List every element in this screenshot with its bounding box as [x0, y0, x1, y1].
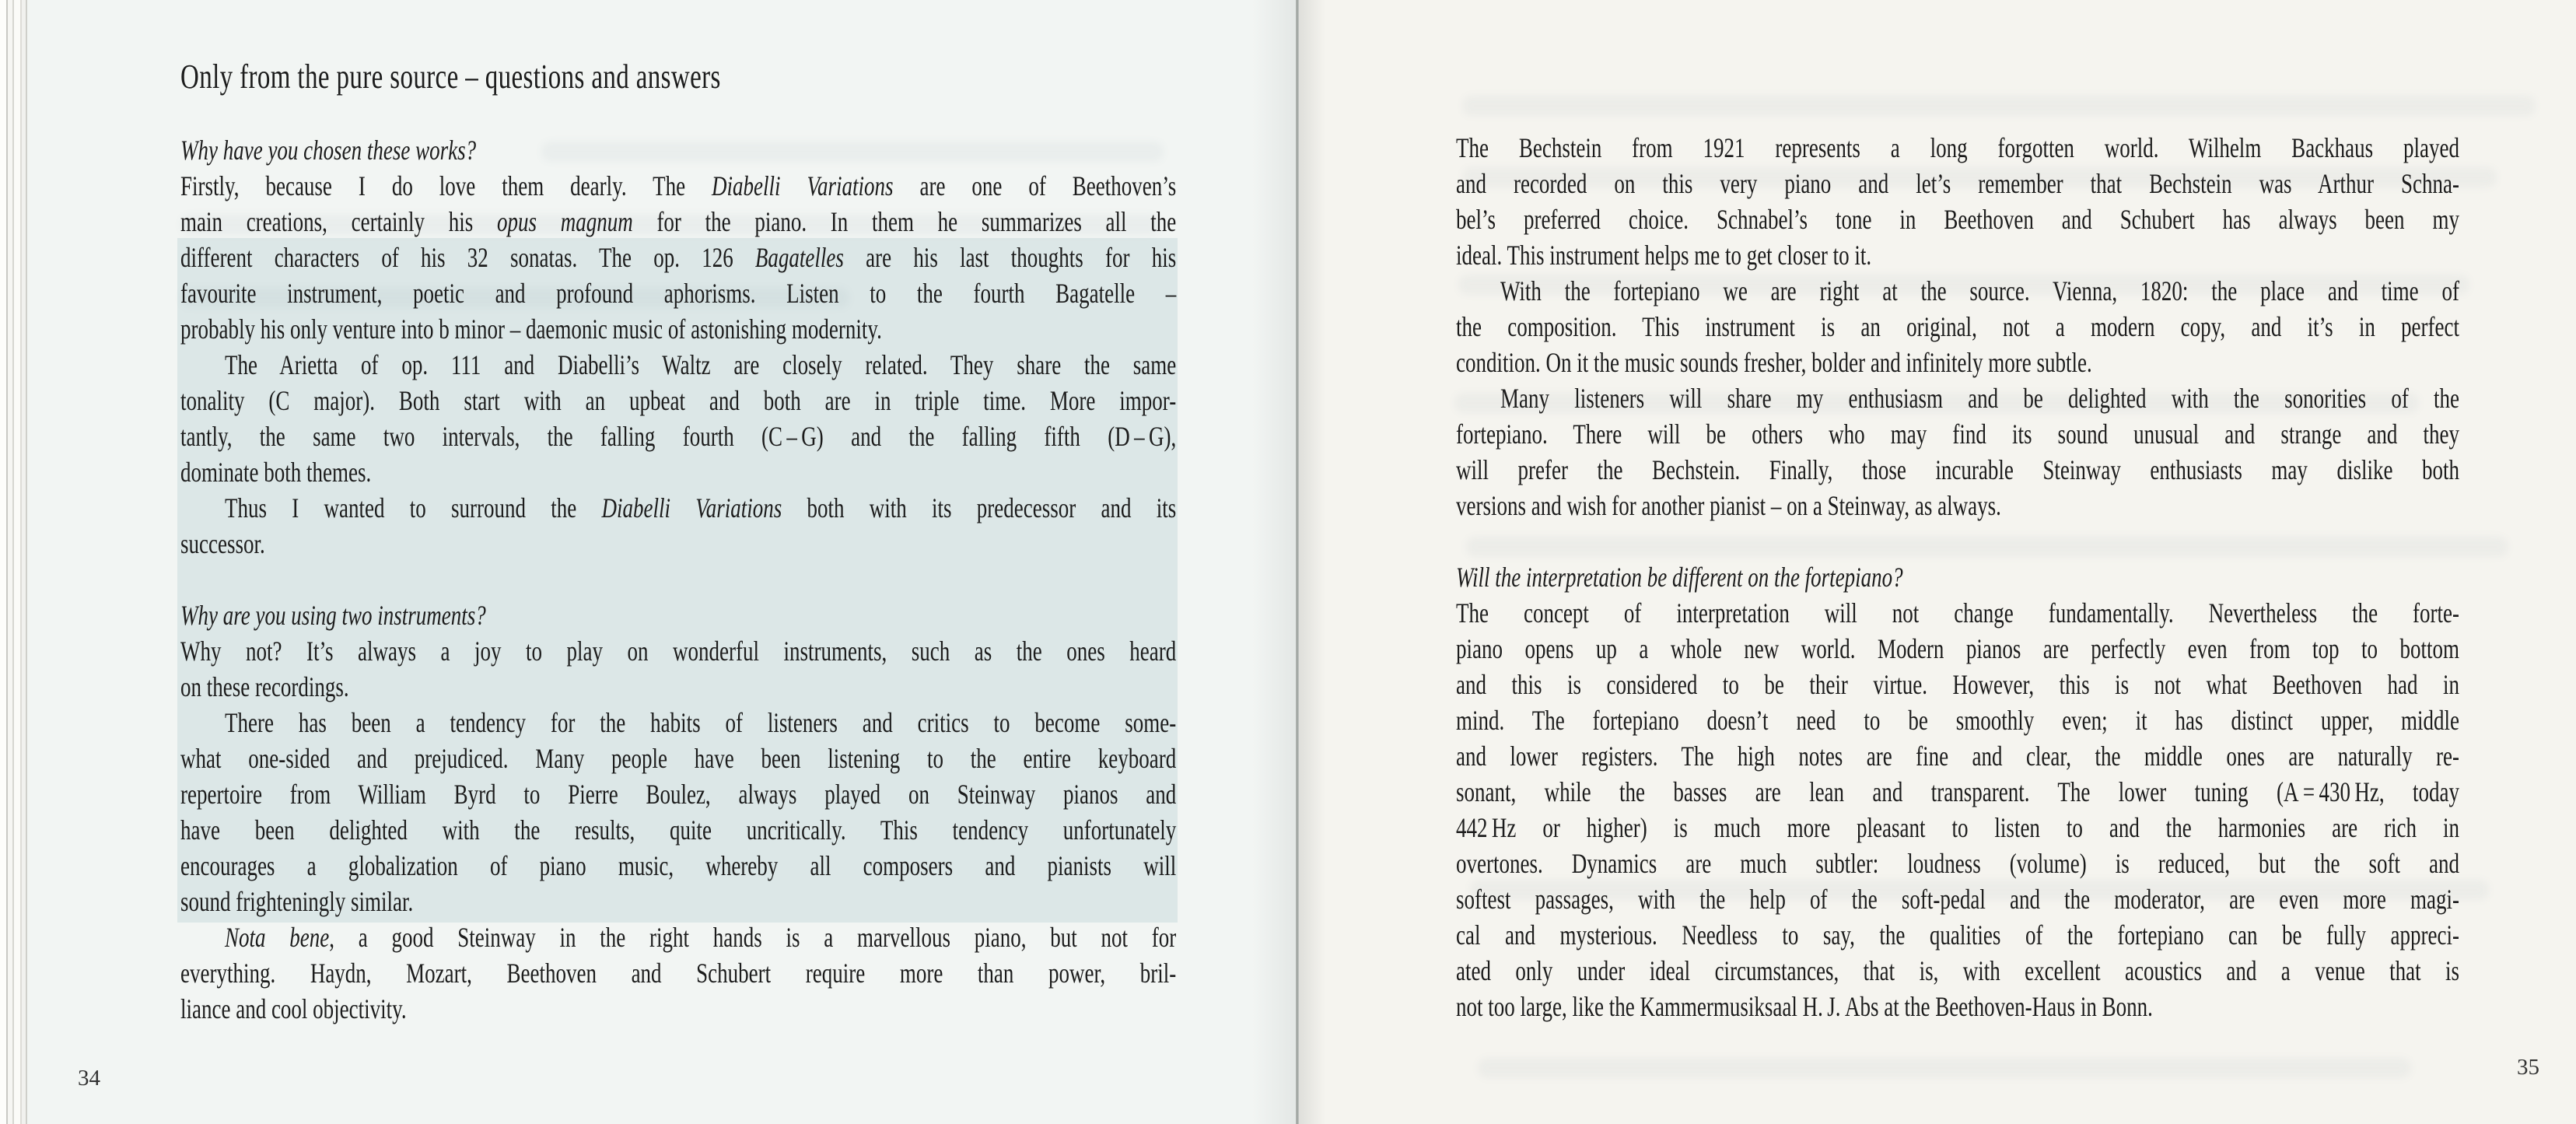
- text-line: Nota bene, a good Steinway in the right hands is a marvellous piano, but not for: [225, 922, 1177, 953]
- question-line: Why have you chosen these works?: [180, 135, 477, 166]
- show-through-ghost: [1462, 96, 2536, 116]
- text-line: softest passages, with the help of the soft-pedal and the moderator, are even more magi-: [1456, 884, 2459, 915]
- text-line: mind. The fortepiano doesn’t need to be smoothly even; it has distinct upper, middle: [1456, 705, 2459, 736]
- text-line: 442 Hz or higher) is much more pleasant to listen to and the harmonies are rich in: [1456, 812, 2459, 843]
- text-line: what one-sided and prejudiced. Many people have been listening to the entire keyboard: [180, 743, 1177, 774]
- text-line: repertoire from William Byrd to Pierre Boulez, always played on Steinway pianos and: [180, 779, 1177, 810]
- page-title: Only from the pure source – questions and answers: [180, 58, 721, 96]
- text-line: have been delighted with the results, quite uncritically. This tendency unfortunately: [180, 814, 1177, 846]
- text-line: Many listeners will share my enthusiasm and be delighted with the sonorities of the: [1500, 383, 2459, 414]
- text-line: Firstly, because I do love them dearly. The Diabelli Variations are one of Beethoven’s: [180, 170, 1177, 201]
- booklet-page-left: [28, 0, 1299, 1124]
- text-line: and recorded on this very piano and let’s remember that Bechstein was Arthur Schna-: [1456, 168, 2459, 199]
- text-line: versions and wish for another pianist – on a Steinway, as always.: [1456, 490, 2001, 521]
- text-line: ideal. This instrument helps me to get closer to it.: [1456, 240, 1872, 271]
- text-line: on these recordings.: [180, 671, 349, 702]
- text-line: tantly, the same two intervals, the falling fourth (C – G) and the falling fifth (D – G),: [180, 421, 1177, 452]
- paragraph: [1456, 595, 2459, 1024]
- text-line: overtones. Dynamics are much subtler: loudness (volume) is reduced, but the soft and: [1456, 848, 2459, 879]
- text-line: everything. Haydn, Mozart, Beethoven and Schubert require more than power, bril-: [180, 958, 1177, 989]
- text-line: tonality (C major). Both start with an upbeat and both are in triple time. More impor-: [180, 385, 1177, 416]
- paragraph: [180, 919, 1176, 1027]
- text-line: The concept of interpretation will not change fundamentally. Nevertheless the forte-: [1456, 597, 2459, 629]
- paragraph: [1456, 130, 2459, 273]
- text-line: condition. On it the music sounds fresher, bolder and infinitely more subtle.: [1456, 347, 2092, 378]
- text-line: main creations, certainly his opus magnum for the piano. In them he summarizes all the: [180, 206, 1177, 237]
- text-line: bel’s preferred choice. Schnabel’s tone in Beethoven and Schubert has always been my: [1456, 204, 2459, 235]
- paragraph: [180, 705, 1176, 919]
- question-line: Will the interpretation be different on the fortepiano?: [1456, 562, 1903, 593]
- paragraph: [1456, 380, 2459, 523]
- text-line: There has been a tendency for the habits of listeners and critics to become some-: [225, 707, 1177, 738]
- text-line: and lower registers. The high notes are fine and clear, the middle ones are naturally re-: [1456, 741, 2459, 772]
- gutter-fold-line: [1296, 0, 1299, 1124]
- paragraph: [180, 490, 1176, 562]
- text-line: liance and cool objectivity.: [180, 993, 407, 1024]
- text-line: With the fortepiano we are right at the source. Vienna, 1820: the place and time of: [1500, 275, 2459, 306]
- text-line: sound frighteningly similar.: [180, 886, 414, 917]
- text-line: dominate both themes.: [180, 457, 372, 488]
- text-line: probably his only venture into b minor – daemonic music of astonishing modernity.: [180, 313, 882, 345]
- text-line: the composition. This instrument is an original, not a modern copy, and it’s in perfect: [1456, 311, 2459, 342]
- question-line: Why are you using two instruments?: [180, 600, 486, 631]
- text-line: Thus I wanted to surround the Diabelli Variations both with its predecessor and its: [225, 492, 1177, 523]
- text-line: The Arietta of op. 111 and Diabelli’s Waltz are closely related. They share the same: [225, 349, 1177, 380]
- paragraph: [180, 633, 1176, 705]
- text-line: encourages a globalization of piano music, whereby all composers and pianists will: [180, 850, 1177, 881]
- text-column-left: [180, 58, 1176, 1027]
- paragraph: [1456, 273, 2459, 380]
- text-line: Why not? It’s always a joy to play on wonderful instruments, such as the ones heard: [180, 636, 1177, 667]
- text-line: piano opens up a whole new world. Modern pianos are perfectly even from top to bottom: [1456, 633, 2459, 664]
- text-line: sonant, while the basses are lean and transparent. The lower tuning (A = 430 Hz, today: [1456, 776, 2459, 807]
- paragraph: [180, 347, 1176, 490]
- text-line: cal and mysterious. Needless to say, the qualities of the fortepiano can be fully appreci-: [1456, 919, 2459, 951]
- text-line: The Bechstein from 1921 represents a long forgotten world. Wilhelm Backhaus played: [1456, 132, 2459, 163]
- text-line: will prefer the Bechstein. Finally, those incurable Steinway enthusiasts may dislike both: [1456, 454, 2459, 485]
- text-line: different characters of his 32 sonatas. The op. 126 Bagatelles are his last thoughts for his: [180, 242, 1177, 273]
- page-number-right: 35: [2517, 1055, 2539, 1080]
- text-line: and this is considered to be their virtue. However, this is not what Beethoven had in: [1456, 669, 2459, 700]
- text-line: not too large, like the Kammermusiksaal H. J. Abs at the Beethoven-Haus in Bonn.: [1456, 991, 2153, 1022]
- text-line: successor.: [180, 528, 265, 559]
- paragraph: [180, 168, 1176, 347]
- text-column-right: [1456, 130, 2459, 1024]
- text-line: fortepiano. There will be others who may find its sound unusual and strange and they: [1456, 418, 2459, 450]
- page-number-left: 34: [78, 1066, 100, 1091]
- show-through-ghost: [1478, 1058, 2411, 1078]
- page-stack-edge: [0, 0, 28, 1124]
- text-line: ated only under ideal circumstances, that is, with excellent acoustics and a venue that is: [1456, 955, 2459, 986]
- booklet-page-right: [1299, 0, 2576, 1124]
- text-line: favourite instrument, poetic and profound aphorisms. Listen to the fourth Bagatelle –: [180, 278, 1177, 309]
